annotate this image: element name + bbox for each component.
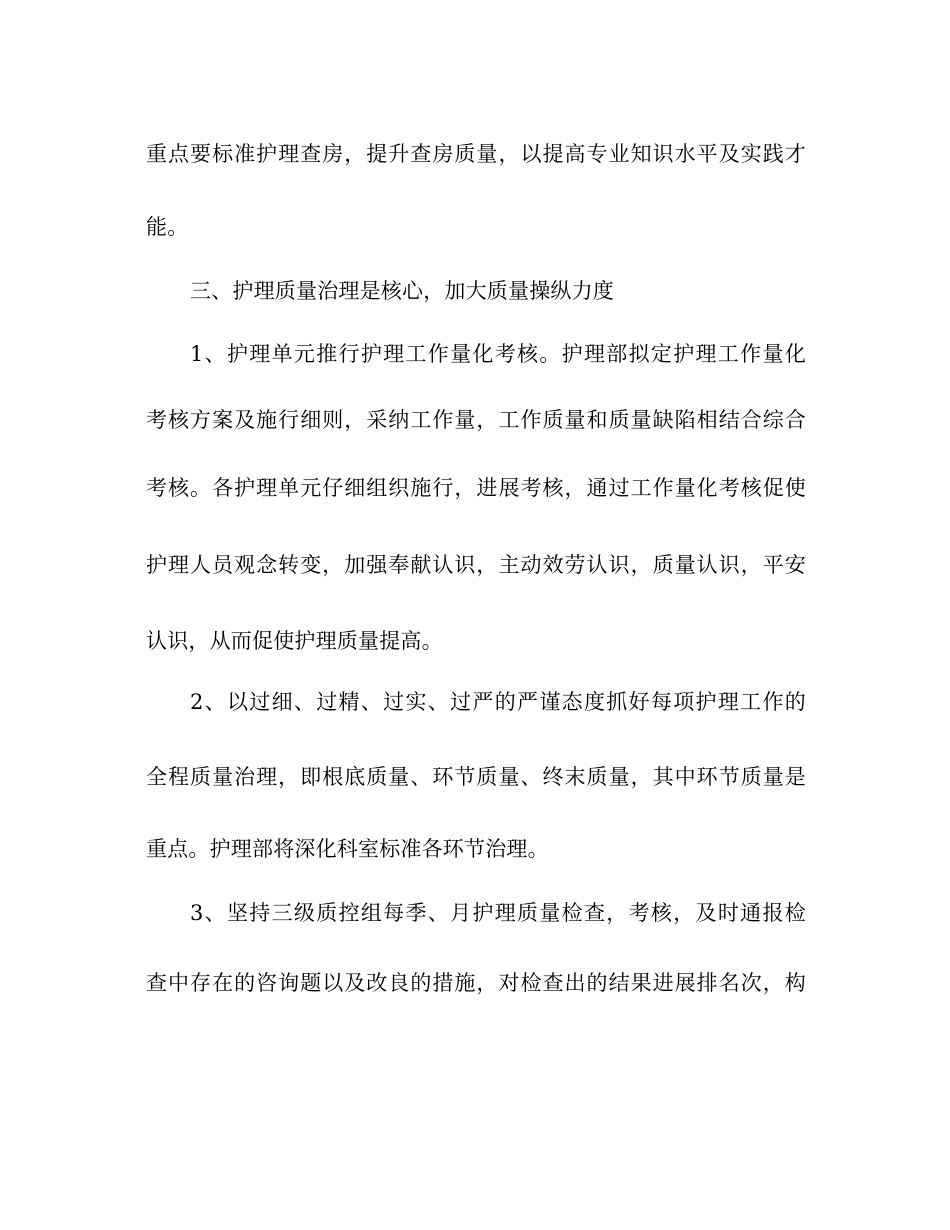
text-line: 护理人员观念转变，加强奉献认识，主动效劳认识，质量认识，平安 xyxy=(146,553,806,577)
text-line: 3、坚持三级质控组每季、月护理质量检查，考核，及时通报检 xyxy=(190,901,806,925)
text-line: 重点要标准护理查房，提升查房质量，以提高专业知识水平及实践才 xyxy=(146,142,806,166)
text-line: 1、护理单元推行护理工作量化考核。护理部拟定护理工作量化 xyxy=(190,342,806,366)
text-line: 能。 xyxy=(146,215,189,239)
text-line: 2、以过细、过精、过实、过严的严谨态度抓好每项护理工作的 xyxy=(190,690,806,714)
text-line: 认识，从而促使护理质量提高。 xyxy=(146,629,443,653)
section-heading: 三、护理质量治理是核心，加大质量操纵力度 xyxy=(190,279,614,303)
text-line: 全程质量治理，即根底质量、环节质量、终末质量，其中环节质量是 xyxy=(146,765,806,789)
text-line: 查中存在的咨询题以及改良的措施，对检查出的结果进展排名次，构 xyxy=(146,971,806,995)
text-line: 考核方案及施行细则，采纳工作量，工作质量和质量缺陷相结合综合 xyxy=(146,408,806,432)
text-line: 重点。护理部将深化科室标准各环节治理。 xyxy=(146,837,549,861)
text-line: 考核。各护理单元仔细组织施行，进展考核，通过工作量化考核促使 xyxy=(146,476,806,500)
